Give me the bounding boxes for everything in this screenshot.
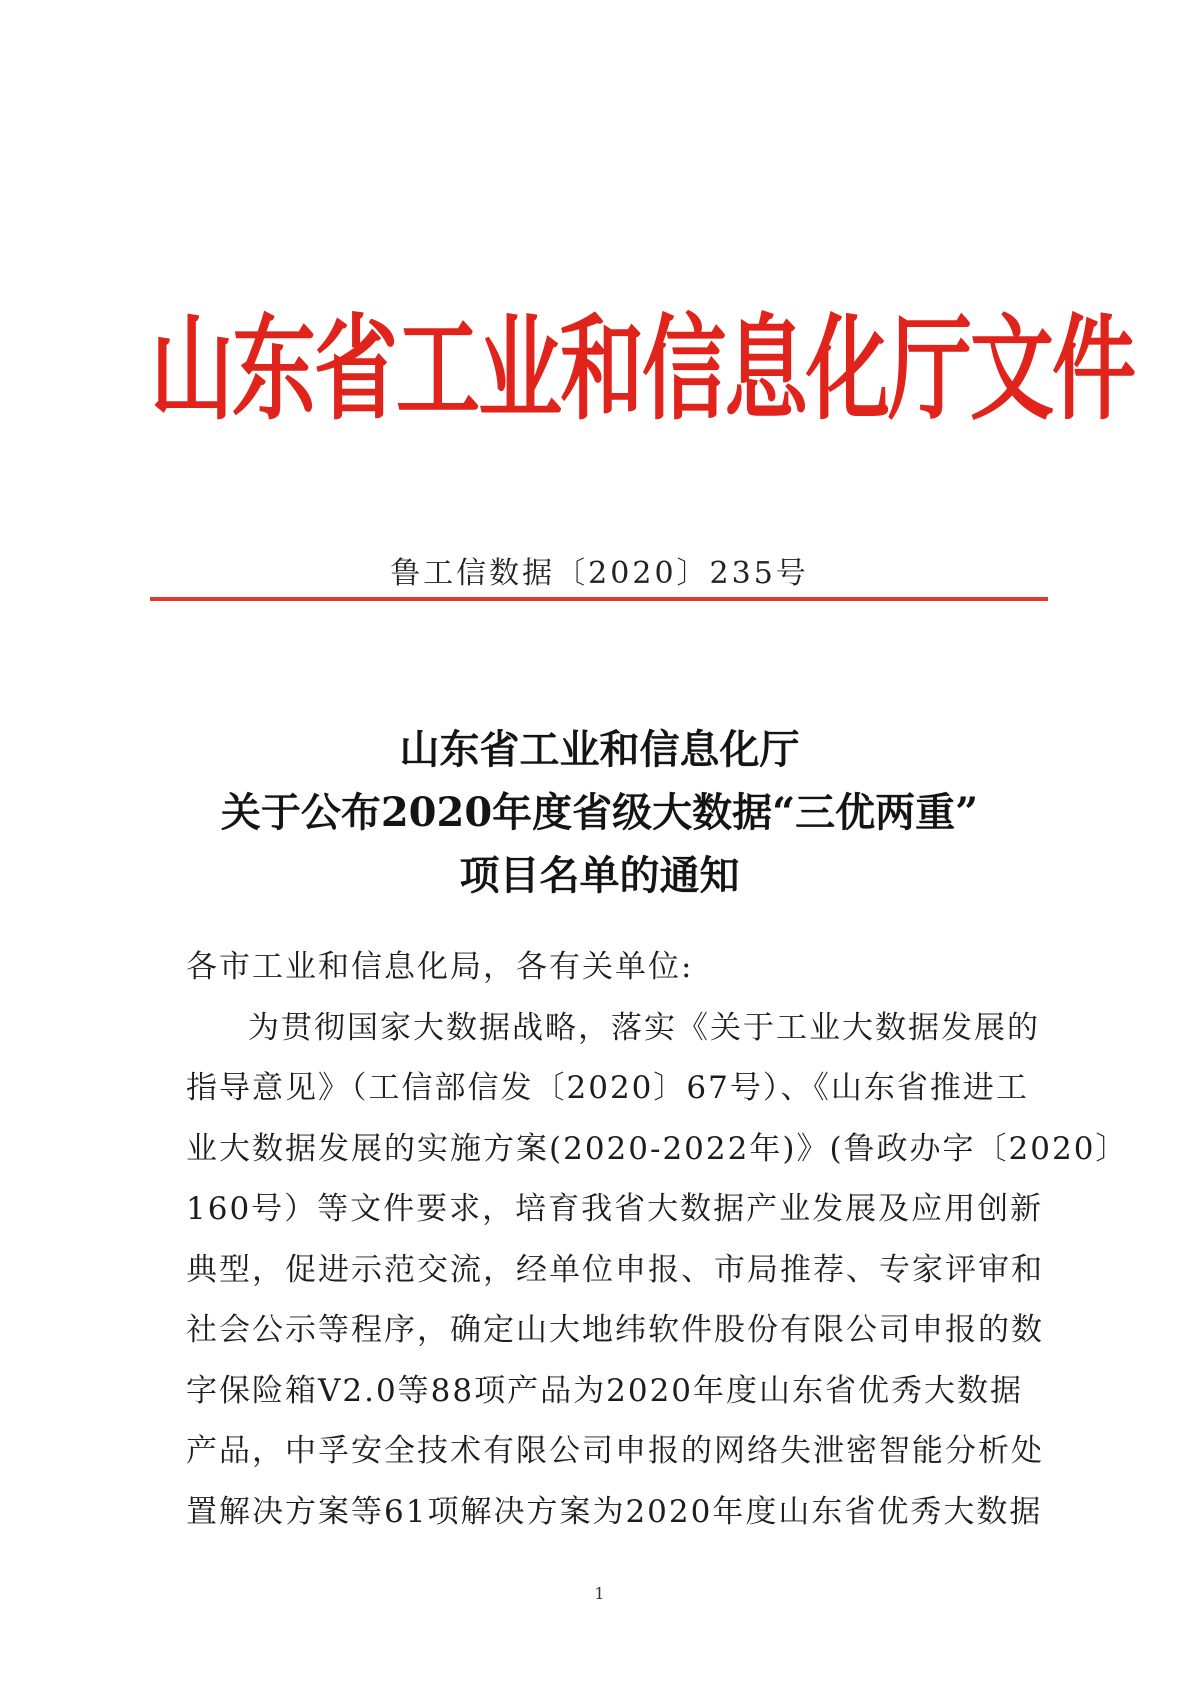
body-line: 业大数据发展的实施方案(2020-2022年)》(鲁政办字〔2020〕: [186, 1130, 1129, 1167]
body-text: [186, 937, 1129, 1542]
page-number: 1: [594, 1584, 605, 1603]
body-line: 典型，促进示范交流，经单位申报、市局推荐、专家评审和: [186, 1251, 1044, 1288]
title-line-2: 关于公布2020年度省级大数据“三优两重”: [220, 789, 979, 836]
document-number: 鲁工信数据〔2020〕235号: [390, 556, 809, 591]
document-title: [0, 718, 1199, 907]
body-line: 指导意见》（工信部信发〔2020〕67号）、《山东省推进工: [186, 1070, 1029, 1106]
title-line-3: 项目名单的通知: [459, 852, 740, 899]
body-line: 160号）等文件要求，培育我省大数据产业发展及应用创新: [186, 1191, 1044, 1227]
body-line: 社会公示等程序，确定山大地纬软件股份有限公司申报的数: [186, 1312, 1044, 1348]
body-line: 为贯彻国家大数据战略，落实《关于工业大数据发展的: [248, 1009, 1040, 1046]
salutation: 各市工业和信息化局，各有关单位:: [186, 949, 694, 985]
issuer-banner: 山东省工业和信息化厅文件: [150, 301, 1135, 436]
body-line: 产品，中孚安全技术有限公司申报的网络失泄密智能分析处: [186, 1433, 1044, 1469]
title-line-1: 山东省工业和信息化厅: [399, 726, 800, 773]
body-line: 置解决方案等61项解决方案为2020年度山东省优秀大数据: [186, 1493, 1043, 1530]
body-line: 字保险箱V2.0等88项产品为2020年度山东省优秀大数据: [186, 1372, 1024, 1409]
red-divider-rule: [150, 597, 1048, 601]
